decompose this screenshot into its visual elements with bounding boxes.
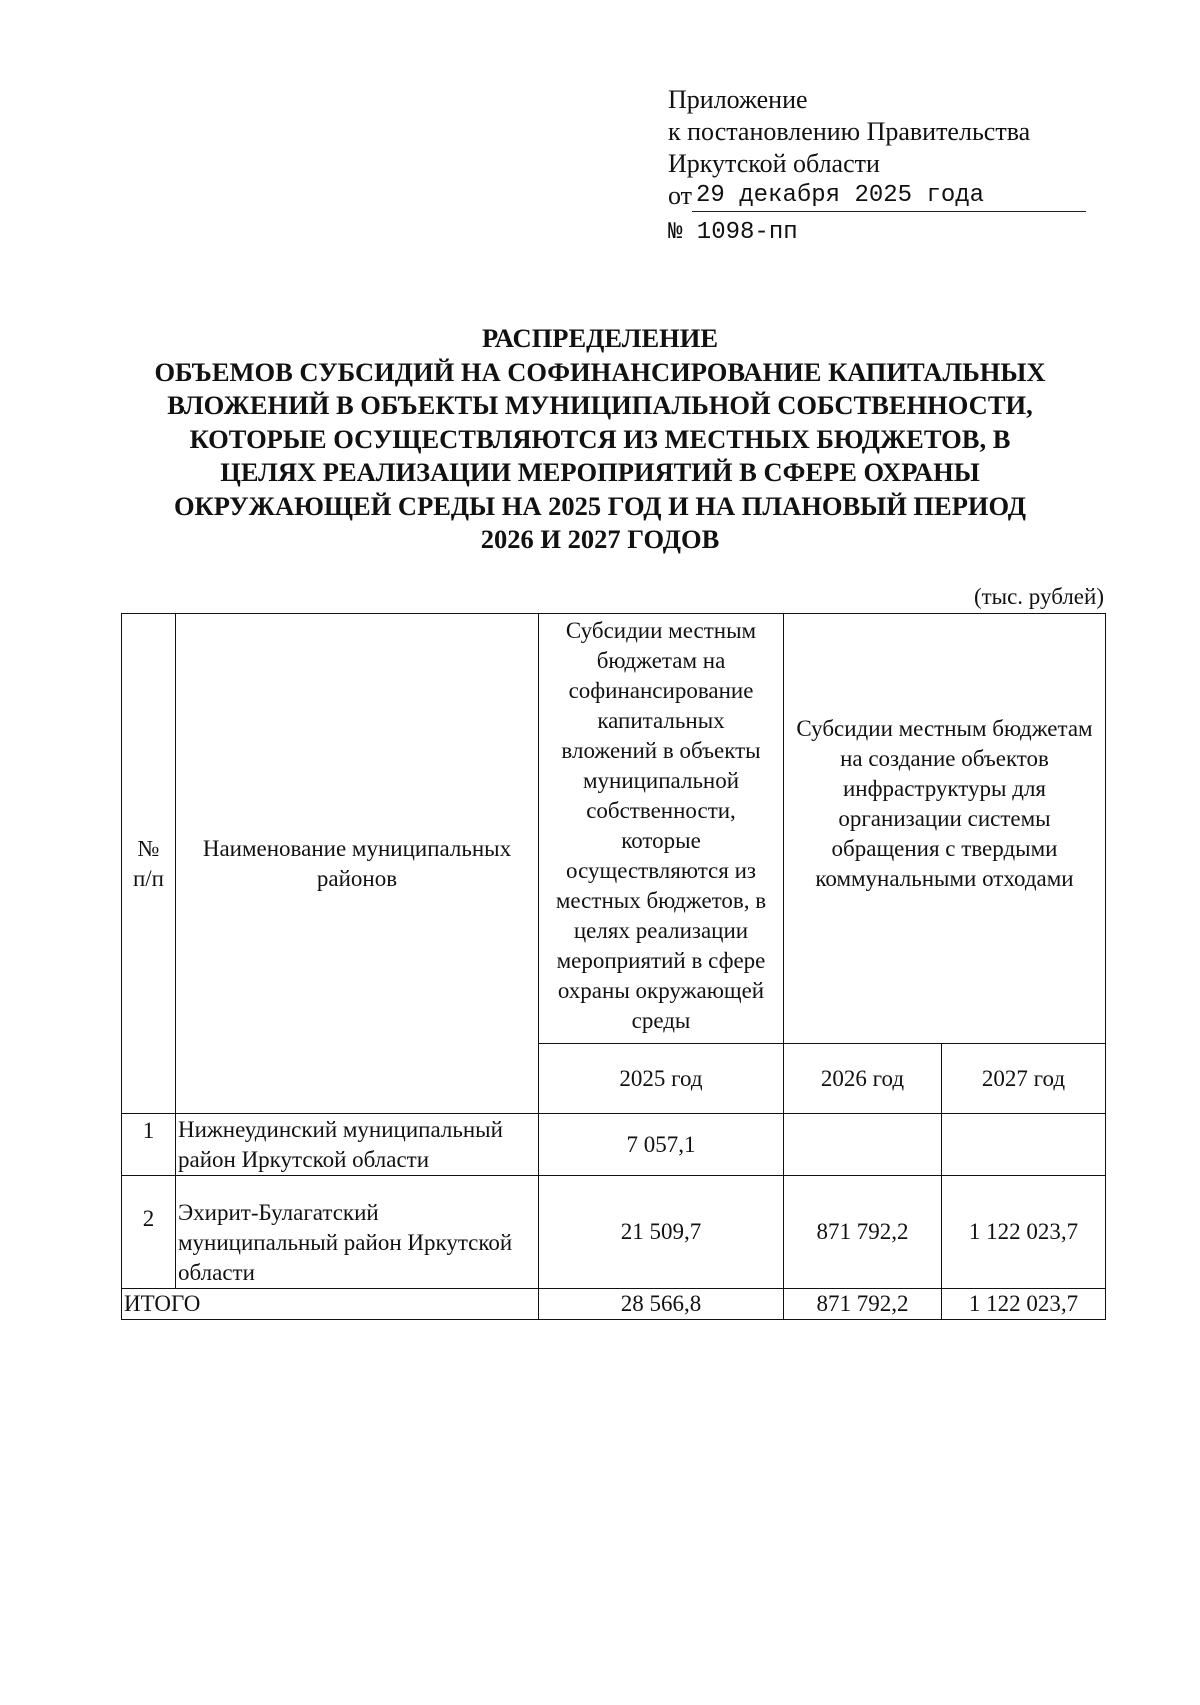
- appendix-line-3: Иркутской области: [668, 149, 880, 178]
- header-year-2026: 2026 год: [784, 1044, 942, 1114]
- row-district-name: Эхирит-Булагатский муниципальный район Иркутской области: [176, 1176, 539, 1289]
- row-value-2026: [784, 1114, 942, 1176]
- total-value-2026: 871 792,2: [784, 1289, 942, 1320]
- title-line: КОТОРЫЕ ОСУЩЕСТВЛЯЮТСЯ ИЗ МЕСТНЫХ БЮДЖЕТОВ, В: [189, 423, 1011, 454]
- appendix-number-line: [668, 214, 1098, 249]
- total-value-2025: 28 566,8: [539, 1289, 784, 1320]
- title-line: ОКРУЖАЮЩЕЙ СРЕДЫ НА 2025 ГОД И НА ПЛАНОВЫЙ ПЕРИОД: [173, 490, 1027, 521]
- row-value-2026: 871 792,2: [784, 1176, 942, 1289]
- row-value-2025: 7 057,1: [539, 1114, 784, 1176]
- total-row: [122, 1289, 1106, 1320]
- row-number: 1: [122, 1114, 176, 1176]
- appendix-block: [668, 84, 1098, 249]
- header-row: [122, 614, 1106, 1044]
- document-title: [100, 322, 1100, 557]
- header-infrastructure-subsidies: Субсидии местным бюджетам на создание объектов инфраструктуры для организации системы обращения с твердыми коммунальными отходами: [784, 614, 1106, 1044]
- row-value-2025: 21 509,7: [539, 1176, 784, 1289]
- resolution-date: 29 декабря 2025 года: [692, 181, 1086, 212]
- appendix-date-line: [668, 180, 1098, 212]
- row-value-2027: [942, 1114, 1106, 1176]
- header-year-2025: 2025 год: [539, 1044, 784, 1114]
- appendix-line-2: к постановлению Правительства: [668, 117, 1031, 146]
- header-number: № п/п: [122, 614, 176, 1114]
- resolution-number: № 1098-пп: [668, 219, 798, 246]
- units-label: (тыс. рублей): [973, 584, 1104, 609]
- table-row: [122, 1176, 1106, 1289]
- title-line: ВЛОЖЕНИЙ В ОБЪЕКТЫ МУНИЦИПАЛЬНОЙ СОБСТВЕННОСТИ,: [167, 390, 1033, 420]
- table-row: [122, 1114, 1106, 1176]
- header-capital-subsidies: Субсидии местным бюджетам на софинансирование капитальных вложений в объекты муниципальной собственности, которые осуществляются из местных бюджетов, в целях реализации мероприятий в сфере охраны окружающей среды: [539, 614, 784, 1044]
- header-name: Наименование муниципальных районов: [176, 614, 539, 1114]
- row-district-name: Нижнеудинский муниципальный район Иркутской области: [176, 1114, 539, 1176]
- row-value-2027: 1 122 023,7: [942, 1176, 1106, 1289]
- row-number: 2: [122, 1176, 176, 1289]
- title-line: ЦЕЛЯХ РЕАЛИЗАЦИИ МЕРОПРИЯТИЙ В СФЕРЕ ОХРАНЫ: [220, 457, 980, 487]
- total-label: ИТОГО: [122, 1289, 539, 1320]
- date-prefix: от: [668, 181, 693, 210]
- total-value-2027: 1 122 023,7: [942, 1289, 1106, 1320]
- appendix-line-1: Приложение: [668, 85, 808, 114]
- title-line: 2026 И 2027 ГОДОВ: [480, 524, 720, 554]
- title-line: РАСПРЕДЕЛЕНИЕ: [481, 323, 719, 353]
- header-year-2027: 2027 год: [942, 1044, 1106, 1114]
- title-line: ОБЪЕМОВ СУБСИДИЙ НА СОФИНАНСИРОВАНИЕ КАПИТАЛЬНЫХ: [154, 356, 1046, 387]
- subsidy-table: [121, 613, 1106, 1320]
